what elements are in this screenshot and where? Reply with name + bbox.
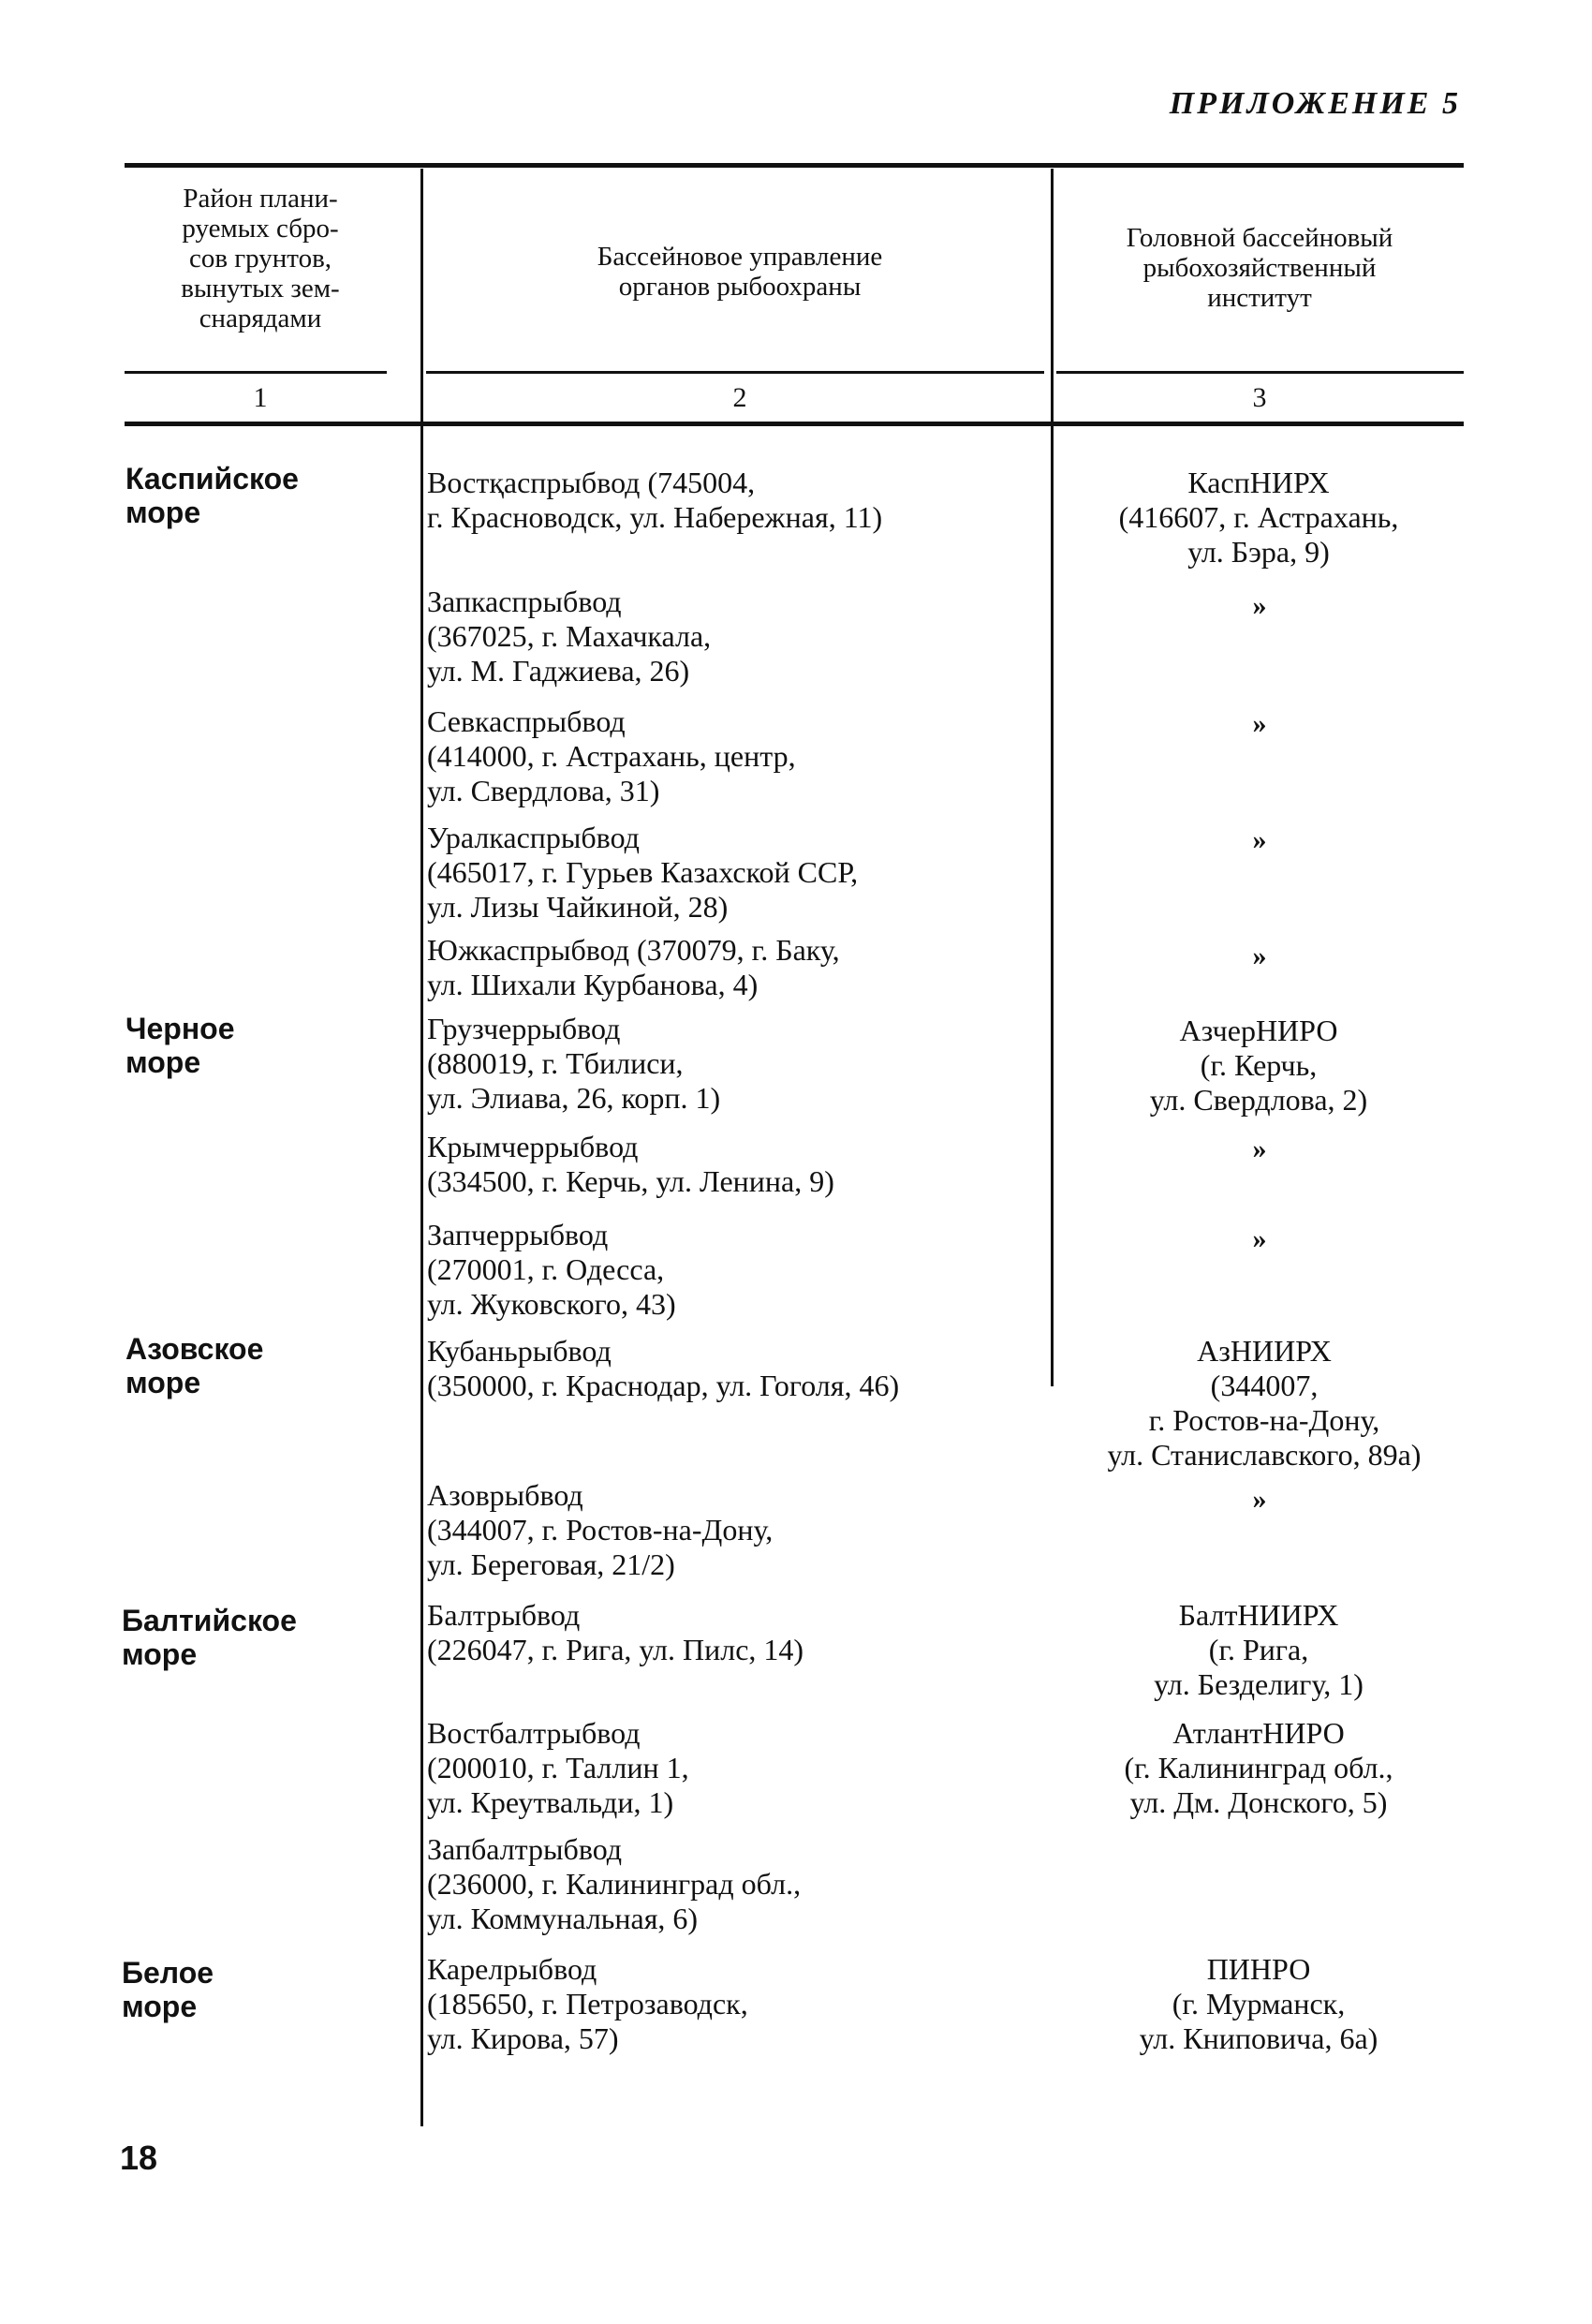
authority-line: (334500, г. Керчь, ул. Ленина, 9) xyxy=(427,1164,834,1198)
ditto-mark: » xyxy=(1252,590,1267,621)
institute-entry xyxy=(1053,1952,1465,2056)
institute-line: ул. Свердлова, 2) xyxy=(1149,1083,1368,1117)
region-line: Белое xyxy=(122,1956,214,1990)
authority-line: Запкаспрыбвод xyxy=(427,585,622,618)
header-line: Район плани- xyxy=(183,184,338,214)
authority-line: ул. Шихали Курбанова, 4) xyxy=(427,968,759,1001)
authority-line: (465017, г. Гурьев Казахской ССР, xyxy=(427,855,859,889)
region-line: море xyxy=(125,1366,201,1399)
authority-line: (344007, г. Ростов-на-Дону, xyxy=(427,1513,774,1547)
institute-entry xyxy=(1053,466,1465,570)
column-header-institute xyxy=(1058,223,1461,313)
header-underline-col2 xyxy=(426,371,1044,374)
column-number-2: 2 xyxy=(732,382,747,413)
authority-line: Запбалтрыбвод xyxy=(427,1832,623,1866)
authority-entry xyxy=(427,1478,773,1582)
institute-line: АзчерНИРО xyxy=(1179,1014,1338,1047)
header-line: руемых сбро- xyxy=(182,214,339,244)
region-caspian xyxy=(125,462,406,529)
header-line: сов грунтов, xyxy=(188,244,332,274)
region-line: море xyxy=(125,496,201,529)
ditto-mark: » xyxy=(1252,708,1267,739)
authority-entry xyxy=(427,1952,748,2056)
institute-line: ул. Книповича, 6а) xyxy=(1139,2021,1378,2055)
column-header-authority xyxy=(431,242,1049,302)
authority-line: Кубаньрыбвод xyxy=(427,1334,612,1368)
region-line: Черное xyxy=(125,1012,235,1045)
authority-entry xyxy=(427,1832,801,1936)
authority-entry xyxy=(427,1012,720,1116)
authority-line: ул. Лизы Чайкиной, 28) xyxy=(427,890,729,924)
institute-line: ПИНРО xyxy=(1206,1952,1311,1986)
header-line: Бассейновое управление xyxy=(597,242,883,272)
region-azov-sea xyxy=(125,1332,406,1399)
authority-line: ул. Береговая, 21/2) xyxy=(427,1547,675,1581)
header-line: вынутых зем- xyxy=(181,274,340,303)
authority-line: ул. Кирова, 57) xyxy=(427,2021,619,2055)
institute-line: КаспНИРХ xyxy=(1187,466,1330,499)
column-header-region xyxy=(120,184,401,333)
institute-line: (г. Калининград обл., xyxy=(1124,1751,1393,1784)
region-baltic-sea xyxy=(122,1604,403,1671)
authority-line: (200010, г. Таллин 1, xyxy=(427,1751,689,1784)
institute-line: АзНИИРХ xyxy=(1197,1334,1332,1368)
authority-line: (414000, г. Астрахань, центр, xyxy=(427,739,796,773)
region-line: Азовское xyxy=(125,1332,264,1366)
institute-line: (г. Керчь, xyxy=(1200,1048,1318,1082)
column-number-1: 1 xyxy=(253,382,268,413)
region-line: море xyxy=(122,1637,198,1671)
authority-line: Востбалтрыбвод xyxy=(427,1716,641,1750)
institute-entry xyxy=(1053,1716,1465,1820)
institute-line: (г. Мурманск, xyxy=(1172,1987,1346,2021)
institute-entry xyxy=(1053,1014,1465,1118)
authority-line: Грузчеррыбвод xyxy=(427,1012,621,1045)
authority-entry xyxy=(427,821,858,925)
header-line: рыбохозяйственный xyxy=(1142,253,1377,283)
authority-line: (236000, г. Калининград обл., xyxy=(427,1867,802,1901)
header-line: органов рыбоохраны xyxy=(618,272,862,302)
authority-line: Севкаспрыбвод xyxy=(427,704,626,738)
authority-line: ул. М. Гаджиева, 26) xyxy=(427,654,690,688)
authority-line: ул. Жуковского, 43) xyxy=(427,1287,676,1321)
region-line: Каспийское xyxy=(125,462,299,496)
authority-line: (350000, г. Краснодар, ул. Гоголя, 46) xyxy=(427,1369,900,1402)
institute-line: (344007, xyxy=(1210,1369,1319,1402)
ditto-mark: » xyxy=(1252,1484,1267,1515)
authority-line: Южкаспрыбвод (370079, г. Баку, xyxy=(427,933,840,967)
region-line: море xyxy=(122,1990,198,2023)
authority-line: ул. Свердлова, 31) xyxy=(427,774,660,807)
ditto-mark: » xyxy=(1252,1133,1267,1164)
authority-line: (226047, г. Рига, ул. Пилс, 14) xyxy=(427,1633,804,1666)
column-divider-1 xyxy=(420,169,423,2126)
authority-line: Запчеррыбвод xyxy=(427,1218,609,1251)
authority-entry xyxy=(427,1334,899,1403)
authority-entry xyxy=(427,466,882,535)
column-divider-2 xyxy=(1051,169,1054,1386)
institute-line: ул. Дм. Донского, 5) xyxy=(1129,1785,1388,1819)
authority-entry xyxy=(427,1716,689,1820)
institute-line: (416607, г. Астрахань, xyxy=(1118,500,1399,534)
ditto-mark: » xyxy=(1252,824,1267,855)
authority-line: Балтрыбвод xyxy=(427,1598,581,1632)
header-line: снарядами xyxy=(199,303,322,333)
authority-line: Крымчеррыбвод xyxy=(427,1130,639,1163)
header-underline-col1 xyxy=(125,371,387,374)
institute-line: АтлантНИРО xyxy=(1172,1716,1345,1750)
header-underline-col3 xyxy=(1056,371,1464,374)
authority-line: Востқаспрыбвод (745004, xyxy=(427,466,756,499)
region-line: море xyxy=(125,1045,201,1079)
region-white-sea xyxy=(122,1956,403,2023)
header-line: Головной бассейновый xyxy=(1126,223,1393,253)
table-top-rule xyxy=(125,163,1464,168)
authority-entry xyxy=(427,1598,803,1667)
region-line: Балтийское xyxy=(122,1604,297,1637)
authority-line: г. Красноводск, ул. Набережная, 11) xyxy=(427,500,883,534)
authority-line: ул. Коммунальная, 6) xyxy=(427,1902,699,1935)
ditto-mark: » xyxy=(1252,1223,1267,1254)
region-black-sea xyxy=(125,1012,406,1079)
appendix-title: ПРИЛОЖЕНИЕ 5 xyxy=(1169,86,1461,121)
institute-line: БалтНИИРХ xyxy=(1178,1598,1339,1632)
authority-line: (270001, г. Одесса, xyxy=(427,1252,665,1286)
header-line: институт xyxy=(1207,283,1312,313)
authority-entry xyxy=(427,933,840,1002)
page-number: 18 xyxy=(120,2139,158,2177)
institute-line: (г. Рига, xyxy=(1208,1633,1309,1666)
authority-line: Азоврыбвод xyxy=(427,1478,583,1512)
authority-line: ул. Креутвальди, 1) xyxy=(427,1785,674,1819)
institute-line: ул. Безделигу, 1) xyxy=(1154,1667,1364,1701)
institute-line: ул. Станиславского, 89а) xyxy=(1107,1438,1422,1472)
authority-line: ул. Элиава, 26, корп. 1) xyxy=(427,1081,721,1115)
ditto-mark: » xyxy=(1252,940,1267,971)
authority-line: (367025, г. Махачкала, xyxy=(427,619,712,653)
authority-entry xyxy=(427,1218,676,1322)
authority-entry xyxy=(427,704,796,808)
numbers-underline xyxy=(125,422,1464,426)
authority-line: Уралкаспрыбвод xyxy=(427,821,640,854)
authority-entry xyxy=(427,585,711,688)
institute-entry xyxy=(1053,1598,1465,1702)
authority-line: Карелрыбвод xyxy=(427,1952,597,1986)
column-number-3: 3 xyxy=(1252,382,1267,413)
authority-line: (880019, г. Тбилиси, xyxy=(427,1046,684,1080)
institute-line: ул. Бэра, 9) xyxy=(1187,535,1330,569)
institute-line: г. Ростов-на-Дону, xyxy=(1148,1403,1380,1437)
authority-line: (185650, г. Петрозаводск, xyxy=(427,1987,748,2021)
authority-entry xyxy=(427,1130,834,1199)
institute-entry xyxy=(1049,1334,1480,1473)
